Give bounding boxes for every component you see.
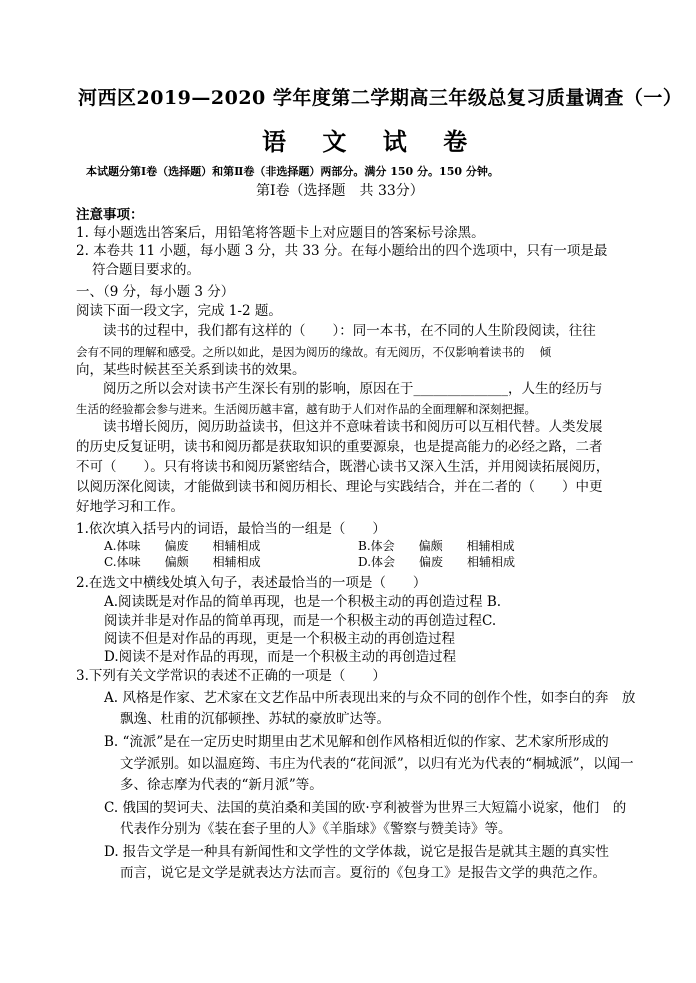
q3-option-b-cont: 文学派别。如以温庭筠、韦庄为代表的“花间派”，以归有光为代表的“桐城派”，以闻一 bbox=[120, 756, 634, 772]
q1-option-c: C.体味 偏颇 相辅相成 bbox=[104, 555, 261, 569]
notice-item-2-cont: 符合题目要求的。 bbox=[92, 262, 200, 278]
passage-line: 读书增长阅历，阅历助益读书，但这并不意味着读书和阅历可以互相代替。人类发展 bbox=[103, 419, 603, 435]
passage-line: 读书的过程中，我们都有这样的（ ）：同一本书，在不同的人生阶段阅读，往往 bbox=[103, 323, 596, 339]
q2-option-a: A.阅读既是对作品的简单再现，也是一个积极主动的再创造过程 B. bbox=[104, 594, 502, 610]
q3-option-b-cont: 多、徐志摩为代表的“新月派”等。 bbox=[120, 777, 323, 793]
q1-option-b: B.体会 偏颇 相辅相成 bbox=[358, 539, 515, 553]
passage-line: 生活的经验都会参与进来。生活阅历越丰富，越有助于人们对作品的全面理解和深刻把握。 bbox=[76, 402, 536, 416]
notice-item-1: 1. 每小题选出答案后，用铅笔将答题卡上对应题目的答案标号涂黑。 bbox=[76, 225, 485, 241]
q3-option-d: D. 报告文学是一种具有新闻性和文学性的文学体裁，说它是报告是就其主题的真实性 bbox=[104, 844, 609, 860]
passage-line: 不可（ ）。只有将读书和阅历紧密结合，既潜心读书又深入生活，并用阅读拓展阅历， bbox=[76, 459, 610, 475]
question-3-stem: 3.下列有关文学常识的表述不正确的一项是（ ） bbox=[76, 668, 386, 684]
subject-title: 语 文 试 卷 bbox=[262, 127, 482, 156]
q3-option-c: C. 俄国的契诃夫、法国的莫泊桑和美国的欧·亨利被誉为世界三大短篇小说家，他们 的 bbox=[104, 800, 627, 816]
passage-line: 好地学习和工作。 bbox=[76, 499, 184, 515]
exam-note: 本试题分第Ⅰ卷（选择题）和第Ⅱ卷（非选择题）两部分。满分 150 分。150 分钟。 bbox=[86, 165, 499, 178]
passage-line: 以阅历深化阅读，才能做到读书和阅历相长、理论与实践结合，并在二者的（ ）中更 bbox=[76, 479, 603, 495]
q3-option-d-cont: 而言，说它是文学是就表达方法而言。夏衍的《包身工》是报告文学的典范之作。 bbox=[120, 865, 606, 881]
exam-title: 河西区2019—2020 学年度第二学期高三年级总复习质量调查（一） bbox=[78, 87, 683, 109]
notice-item-2: 2. 本卷共 11 小题，每小题 3 分，共 33 分。在每小题给出的四个选项中，只有一项是最 bbox=[76, 243, 608, 259]
notice-heading: 注意事项： bbox=[76, 207, 144, 223]
q2-option-b: 阅读并非是对作品的简单再现，而是一个积极主动的再创造过程C. bbox=[104, 613, 497, 629]
passage-line: 的历史反复证明，读书和阅历都是获取知识的重要源泉，也是提高能力的必经之路，二者 bbox=[76, 439, 603, 455]
question-2-stem: 2.在选文中横线处填入句子，表述最恰当的一项是（ ） bbox=[76, 575, 427, 591]
q3-option-c-cont: 代表作分别为《装在套子里的人》《羊脂球》《警察与赞美诗》等。 bbox=[120, 821, 512, 837]
question-1-stem: 1.依次填入括号内的词语，最恰当的一组是（ ） bbox=[76, 521, 386, 537]
q2-option-c: 阅读不但是对作品的再现，更是一个积极主动的再创造过程 bbox=[104, 631, 455, 647]
q1-option-a: A.体味 偏废 相辅相成 bbox=[104, 539, 261, 553]
q1-option-d: D.体会 偏废 相辅相成 bbox=[358, 555, 516, 569]
section-title: 第Ⅰ卷（选择题 共 33分） bbox=[256, 183, 424, 199]
q3-option-b: B. “流派”是在一定历史时期里由艺术见解和创作风格相近似的作家、艺术家所形成的 bbox=[104, 734, 609, 750]
passage-line: 会有不同的理解和感受。之所以如此，是因为阅历的缘故。有无阅历，不仅影响着读书的 倾 bbox=[76, 345, 552, 359]
q2-option-d: D.阅读不是对作品的再现，而是一个积极主动的再创造过程 bbox=[104, 649, 457, 665]
passage-line: 向，某些时候甚至关系到读书的效果。 bbox=[76, 362, 306, 378]
passage-line: 阅历之所以会对读书产生深长有别的影响，原因在于______________，人生的经历与 bbox=[103, 381, 603, 397]
q3-option-a-cont: 飘逸、杜甫的沉郁顿挫、苏轼的豪放旷达等。 bbox=[120, 711, 390, 727]
q3-option-a: A. 风格是作家、艺术家在文艺作品中所表现出来的与众不同的创作个性，如李白的奔 放 bbox=[104, 690, 636, 706]
part1-instruction: 阅读下面一段文字，完成 1-2 题。 bbox=[76, 303, 282, 319]
part1-heading: 一、（9 分，每小题 3 分） bbox=[76, 284, 235, 300]
